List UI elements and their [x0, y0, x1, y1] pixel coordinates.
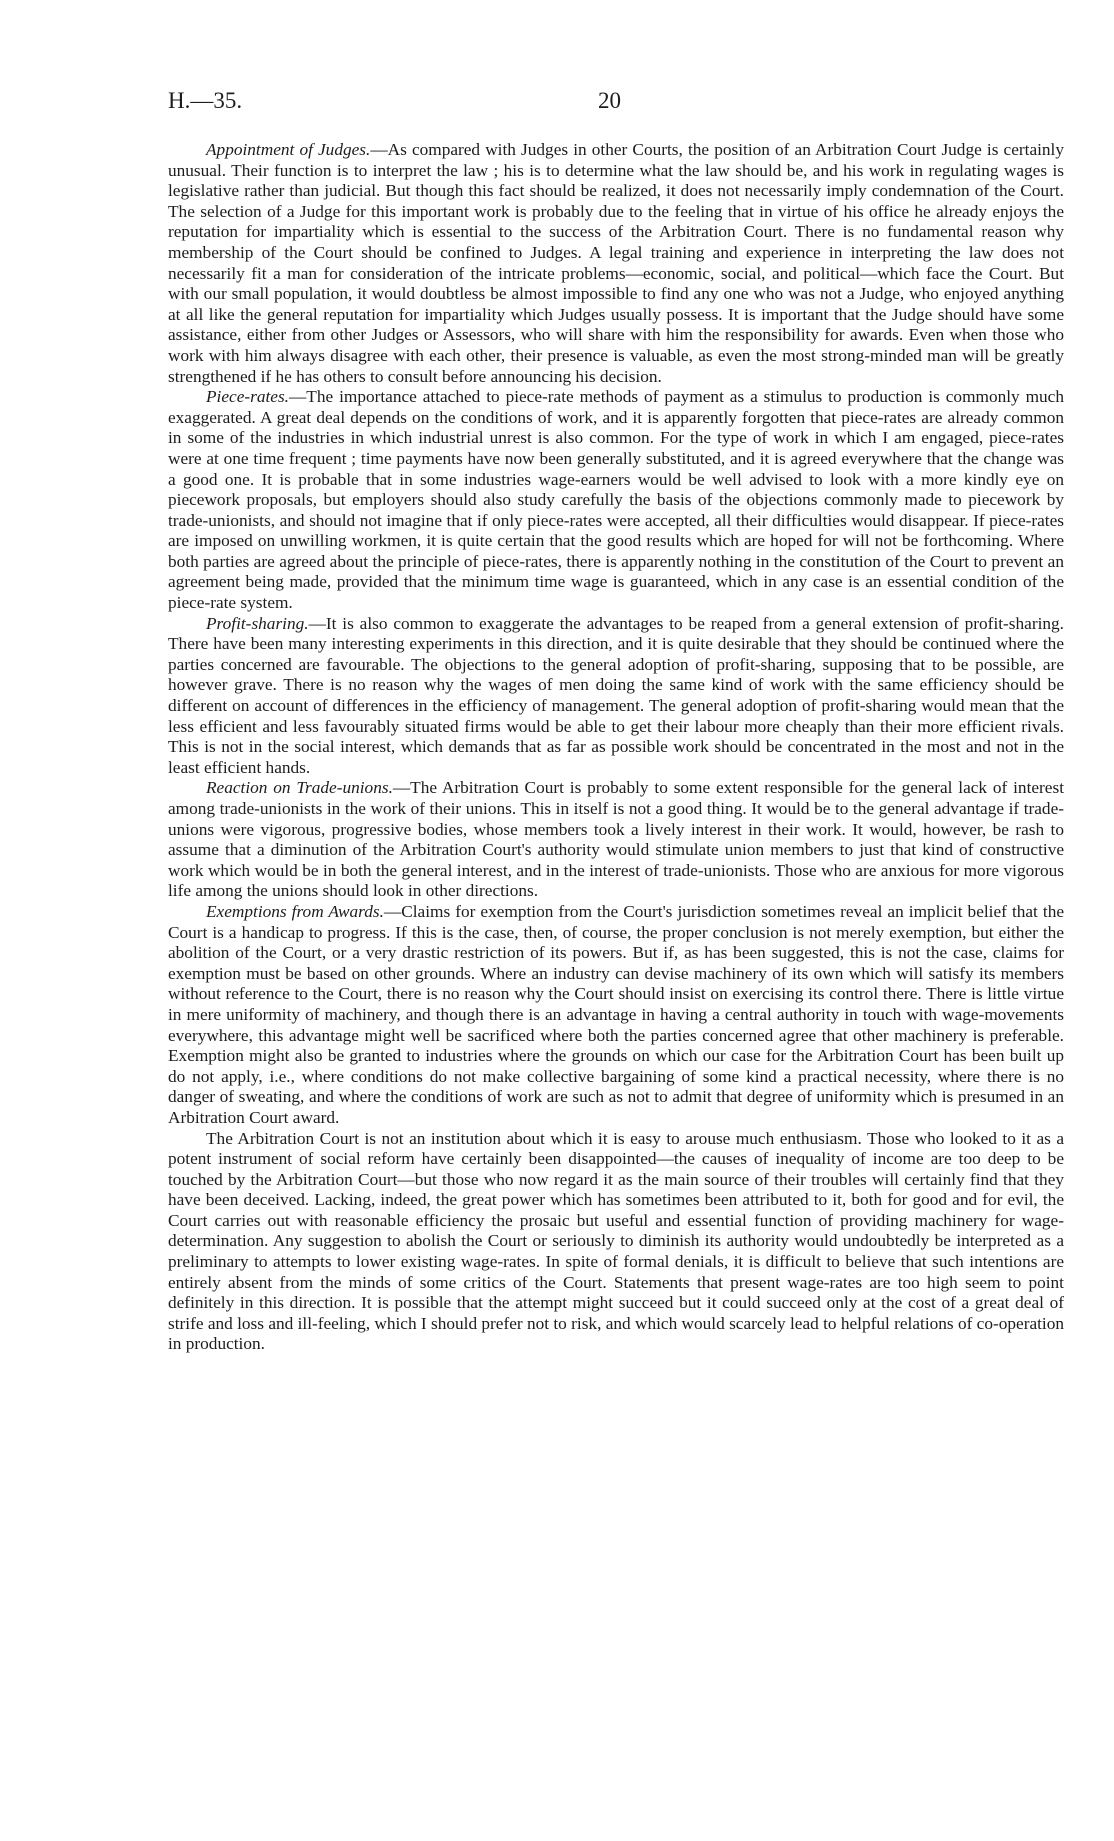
paragraph-reaction-on-trade-unions	[168, 778, 1064, 902]
paragraph-conclusion	[168, 1129, 1064, 1356]
paragraph-text: The Arbitration Court is not an institution about which it is easy to arouse much enthusiasm. Those who looked to it as a potent instrument of social reform have certainly been disappointed—the causes of inequality of income are too deep to be touched by the Arbitration Court—but those who now regard it as the main source of their troubles will certainly find that they have been deceived. Lacking, indeed, the great power which has sometimes been attributed to it, both for good and for evil, the Court carries out with reasonable efficiency the prosaic but useful and essential function of providing machinery for wage-determination. Any suggestion to abolish the Court or seriously to diminish its authority would undoubtedly be interpreted as a preliminary to attempts to lower existing wage-rates. In spite of formal denials, it is difficult to believe that such intentions are entirely absent from the minds of some critics of the Court. Statements that present wage-rates are too high seem to point definitely in this direction. It is possible that the attempt might succeed but it could succeed only at the cost of a great deal of strife and loss and ill-feeling, which I should prefer not to risk, and which would scarcely lead to helpful relations of co-operation in production.	[168, 1128, 1064, 1354]
paragraph-heading: Profit-sharing.	[206, 613, 309, 633]
page-header	[168, 88, 1064, 118]
paragraph-text: —The importance attached to piece-rate methods of payment as a stimulus to production is commonly much exaggerated. A great deal depends on the conditions of work, and it is apparently forgotten that piece-rates are already common in some of the industries in which industrial unrest is also common. For the type of work in which I am engaged, piece-rates were at one time frequent ; time payments have now been generally substituted, and it is agreed everywhere that the change was a good one. It is probable that in some industries wage-earners would be well advised to look with a more kindly eye on piecework proposals, but employers should also study carefully the basis of the objections commonly made to piecework by trade-unionists, and should not imagine that if only piece-rates were accepted, all their difficulties would disappear. If piece-rates are imposed on unwilling workmen, it is quite certain that the good results which are hoped for will not be forthcoming. Where both parties are agreed about the principle of piece-rates, there is apparently nothing in the constitution of the Court to prevent an agreement being made, provided that the minimum time wage is guaranteed, which in any case is an essential condition of the piece-rate system.	[168, 387, 1064, 613]
paragraph-heading: Appointment of Judges.	[206, 140, 371, 159]
body-text	[168, 140, 1064, 1355]
page-number: 20	[598, 88, 621, 113]
paragraph-text: —The Arbitration Court is probably to some extent responsible for the general lack of interest among trade-unionists in the work of their unions. This in itself is not a good thing. It would be to the general advantage if trade-unions were vigorous, progressive bodies, whose members took a lively interest in their work. It would, however, be rash to assume that a diminution of the Arbitration Court's authority would stimulate union members to just that kind of constructive work which would be in both the general interest, and in the interest of trade-unionists. Those who are anxious for more vigorous life among the unions should look in other directions.	[168, 778, 1064, 901]
paragraph-heading: Exemptions from Awards.	[206, 901, 384, 921]
paragraph-appointment-of-judges	[168, 140, 1064, 387]
paragraph-text: —Claims for exemption from the Court's jurisdiction sometimes reveal an implicit belief that the Court is a handicap to progress. If this is the case, then, of course, the proper conclusion is not merely exemption, but either the abolition of the Court, or a very drastic restriction of its powers. But if, as has been suggested, this is not the case, claims for exemption must be based on other grounds. Where an industry can devise machinery of its own which will satisfy its members without reference to the Court, there is no reason why the Court should insist on exercising its control there. There is little virtue in mere uniformity of machinery, and though there is an advantage in having a central authority in touch with wage-movements everywhere, this advantage might well be sacrificed where both the parties concerned agree that other machinery is preferable. Exemption might also be granted to industries where the grounds on which our case for the Arbitration Court has been built up do not apply, i.e., where conditions do not make collective bargaining of some kind a practical necessity, where there is no danger of sweating, and where the conditions of work are such as not to admit that degree of uniformity which is presumed in an Arbitration Court award.	[168, 901, 1065, 1127]
paragraph-piece-rates	[168, 387, 1064, 614]
paragraph-heading: Reaction on Trade-unions.	[206, 778, 393, 798]
paragraph-text: —As compared with Judges in other Courts, the position of an Arbitration Court Judge is certainly unusual. Their function is to interpret the law ; his is to determine what the law should be, and his work in regulating wages is legislative rather than judicial. But though this fact should be realized, it does not necessarily imply condemnation of the Court. The selection of a Judge for this important work is probably due to the feeling that in virtue of his office he already enjoys the reputation for impartiality which is essential to the success of the Arbitration Court. There is no fundamental reason why membership of the Court should be confined to Judges. A legal training and experience in interpreting the law does not necessarily fit a man for consideration of the intricate problems—economic, social, and political—which face the Court. But with our small population, it would doubtless be almost impossible to find any one who was not a Judge, who enjoyed anything at all like the general reputation for impartiality which Judges usually possess. It is important that the Judge should have some assistance, either from other Judges or Assessors, who will share with him the responsibility for awards. Even when those who work with him always disagree with each other, their presence is valuable, as even the most strong-minded man will be greatly strengthened if he has others to consult before announcing his decision.	[168, 140, 1064, 386]
paragraph-profit-sharing	[168, 614, 1064, 779]
document-code: H.—35.	[168, 88, 243, 113]
paragraph-heading: Piece-rates.	[206, 387, 290, 407]
paragraph-exemptions-from-awards	[168, 902, 1064, 1129]
paragraph-text: —It is also common to exaggerate the advantages to be reaped from a general extension of profit-sharing. There have been many interesting experiments in this direction, and it is quite desirable that they should be continued where the parties concerned are favourable. The objections to the general adoption of profit-sharing, supposing that to be possible, are however grave. There is no reason why the wages of men doing the same kind of work with the same efficiency should be different on account of differences in the efficiency of management. The general adoption of profit-sharing would mean that the less efficient and less favourably situated firms would be able to get their labour more cheaply than their more efficient rivals. This is not in the social interest, which demands that as far as possible work should be concentrated in the most and not in the least efficient hands.	[168, 613, 1064, 777]
